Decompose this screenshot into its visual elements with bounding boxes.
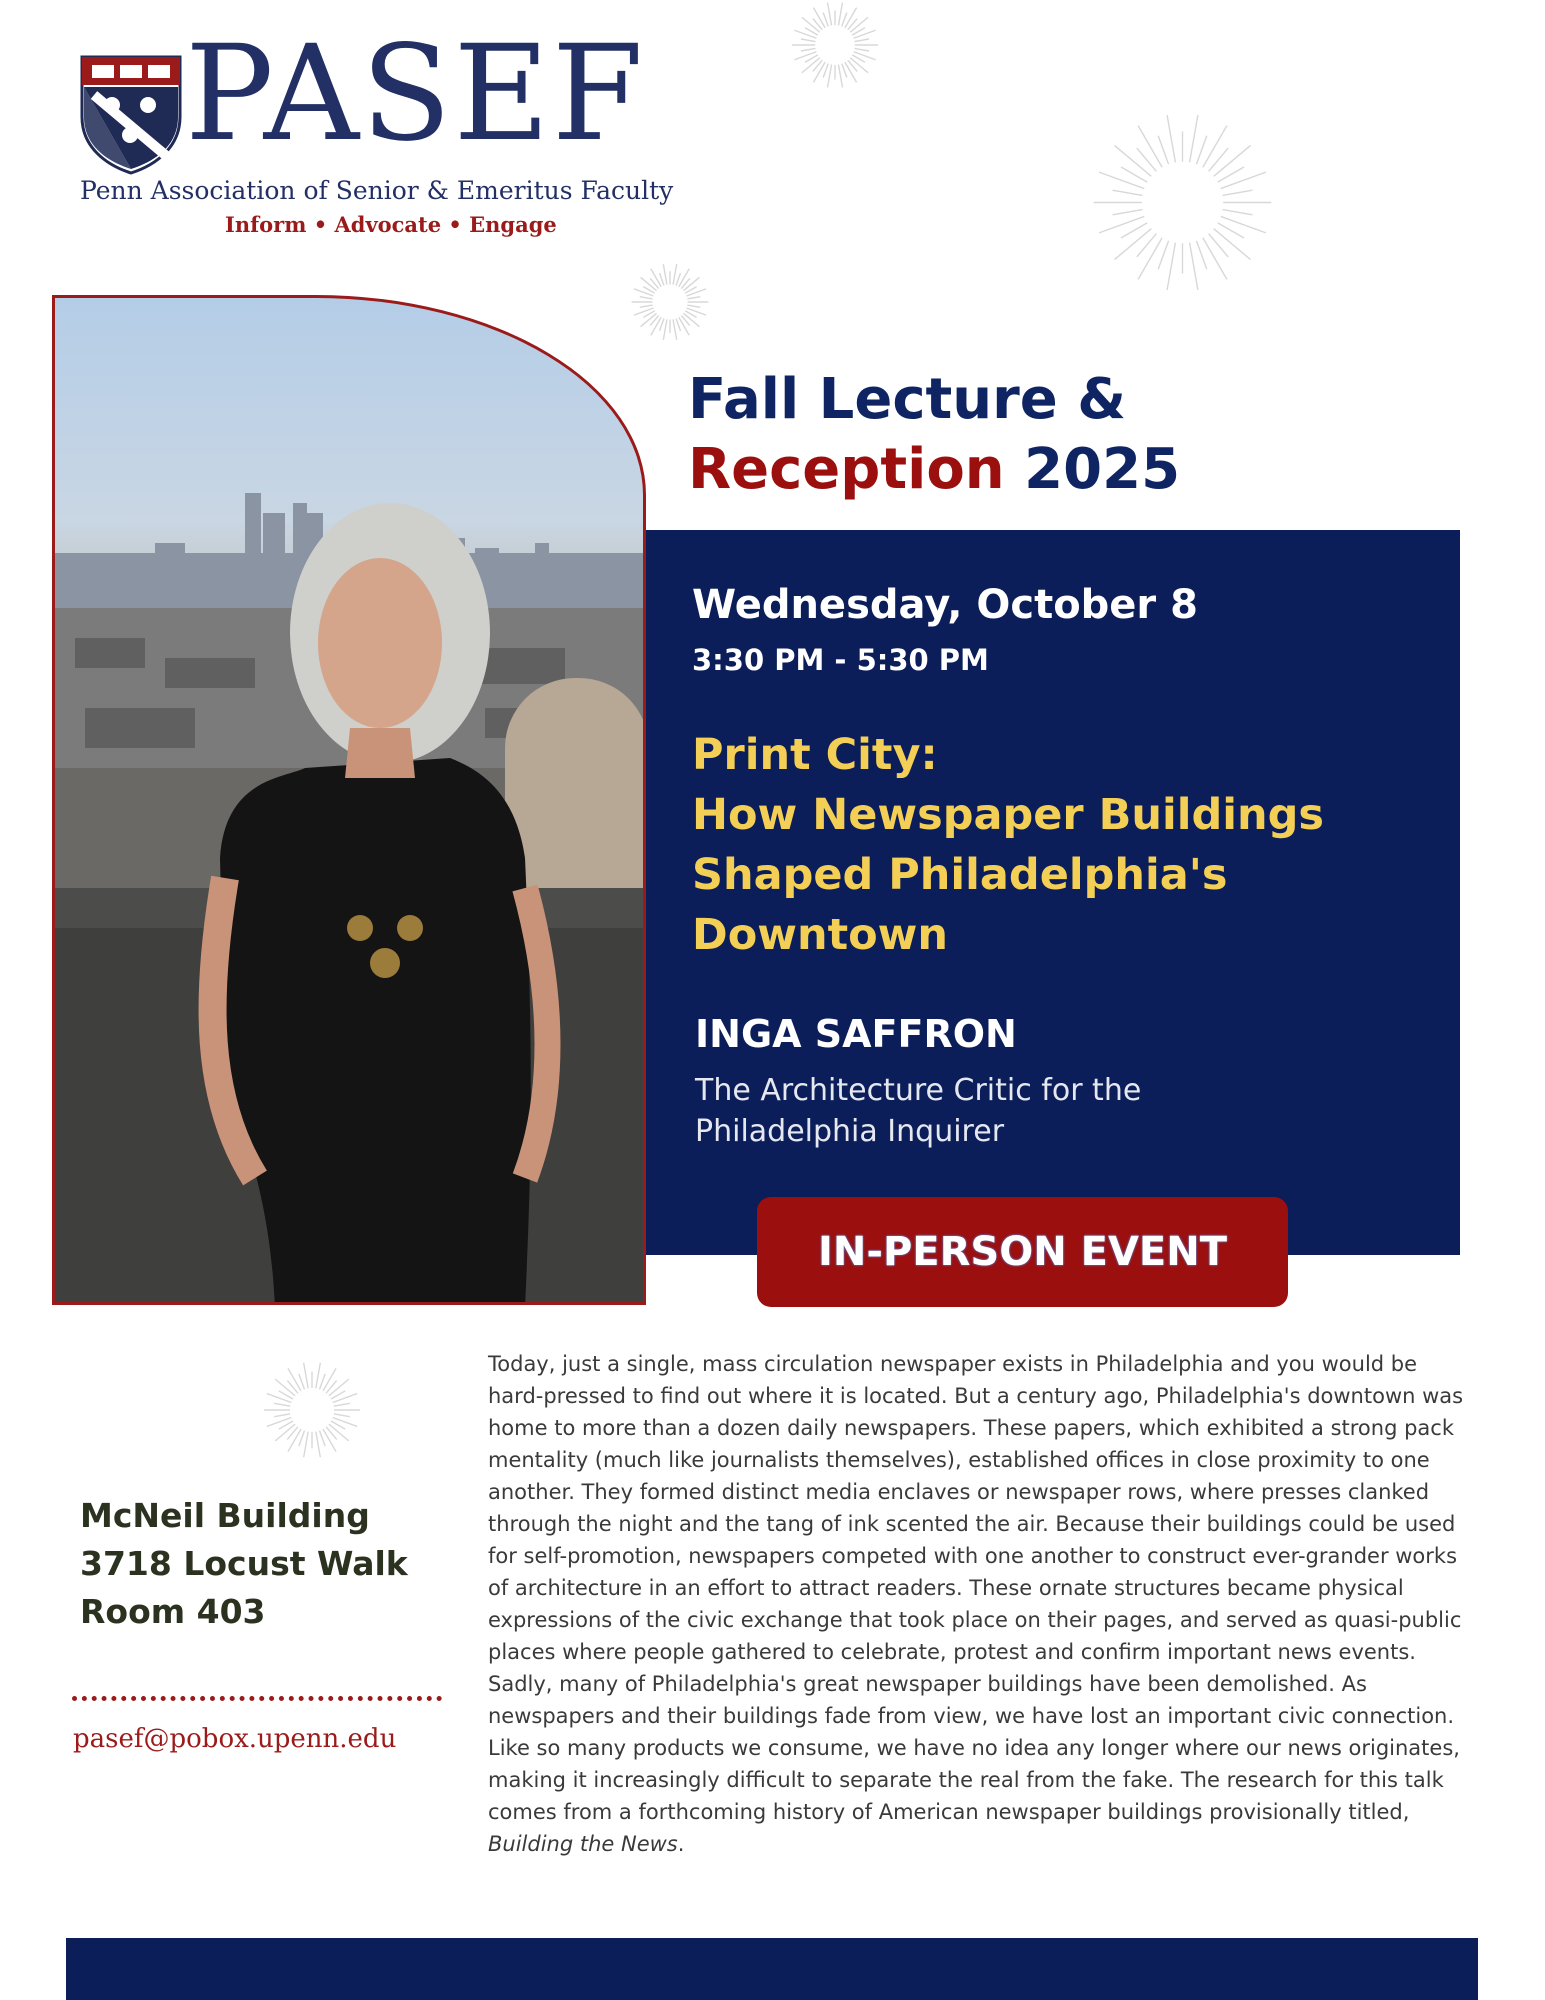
starburst-decoration: [630, 262, 710, 342]
title-line-2: [688, 435, 1180, 505]
city-skyline-portrait-illustration: [55, 298, 646, 1305]
speaker-role: [695, 1070, 1395, 1152]
speaker-role-line: The Architecture Critic for the: [695, 1073, 1142, 1108]
lecture-title-line: Print City:: [692, 730, 938, 780]
logo-tagline: Inform • Advocate • Engage: [225, 212, 557, 237]
venue-address: [80, 1492, 408, 1636]
venue-building: McNeil Building: [80, 1496, 370, 1535]
description-end: .: [677, 1832, 685, 1856]
venue-street: 3718 Locust Walk: [80, 1544, 408, 1583]
contact-email-link[interactable]: pasef@pobox.upenn.edu: [73, 1724, 397, 1754]
speaker-name: INGA SAFFRON: [695, 1012, 1017, 1056]
event-date: Wednesday, October 8: [692, 582, 1198, 628]
logo-subtitle: Penn Association of Senior & Emeritus Faculty: [80, 176, 674, 205]
starburst-decoration: [262, 1360, 362, 1460]
in-person-event-badge: IN-PERSON EVENT: [757, 1197, 1288, 1307]
lecture-title: [692, 725, 1452, 965]
event-time: 3:30 PM - 5:30 PM: [692, 643, 989, 677]
title-reception: Reception: [688, 437, 1005, 502]
penn-shield-logo-icon: [80, 55, 182, 175]
title-line-1: Fall Lecture &: [688, 367, 1127, 432]
starburst-decoration: [1090, 110, 1275, 295]
speaker-photo: [52, 295, 646, 1305]
footer-bar: [66, 1938, 1478, 2000]
lecture-title-line: Downtown: [692, 910, 949, 960]
lecture-title-line: How Newspaper Buildings: [692, 790, 1324, 840]
dotted-divider: [72, 1696, 442, 1701]
starburst-decoration: [760, 0, 910, 90]
pasef-wordmark: PASEF: [185, 17, 646, 171]
title-year: 2025: [1024, 437, 1181, 502]
book-title: Building the News: [488, 1832, 678, 1856]
venue-room: Room 403: [80, 1592, 266, 1631]
lecture-description: [488, 1348, 1478, 1860]
lecture-title-line: Shaped Philadelphia's: [692, 850, 1228, 900]
description-text: Today, just a single, mass circulation newspaper exists in Philadelphia and you would be hard-pressed to find out where it is located. But a century ago, Philadelphia's downtown was home to more than a dozen daily newspapers. These papers, which exhibited a strong pack mentality (much like journalists themselves), established offices in close proximity to one another. They formed distinct media enclaves or newspaper rows, where presses clanked through the night and the tang of ink scented the air. Because their buildings could be used for self-promotion, newspapers competed with one another to construct ever-grander works of architecture in an effort to attract readers. These ornate structures became physical expressions of the civic exchange that took place on their pages, and served as quasi-public places where people gathered to celebrate, protest and confirm important news events. Sadly, many of Philadelphia's great newspaper buildings have been demolished. As newspapers and their buildings fade from view, we have lost an important civic connection. Like so many products we consume, we have no idea any longer where our news originates, making it increasingly difficult to separate the real from the fake. The research for this talk comes from a forthcoming history of American newspaper buildings provisionally titled,: [488, 1352, 1464, 1824]
speaker-role-line: Philadelphia Inquirer: [695, 1114, 1005, 1149]
event-heading: [688, 365, 1180, 505]
